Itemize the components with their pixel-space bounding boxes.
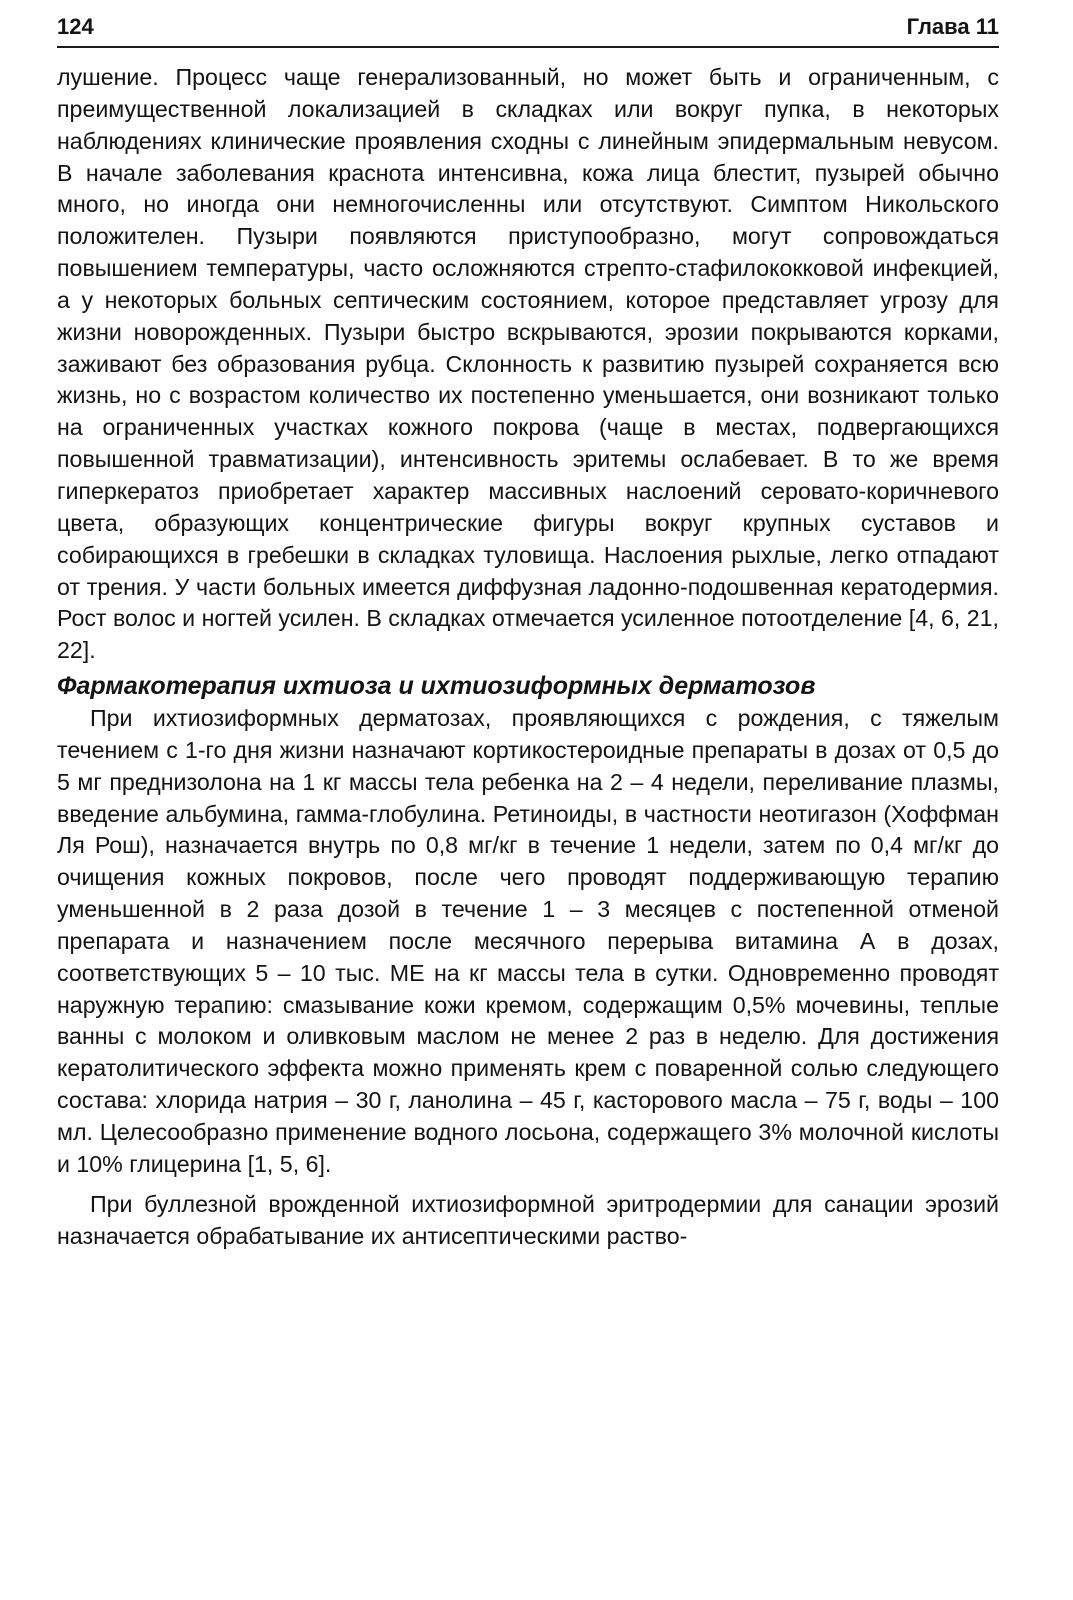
page-header: [57, 12, 999, 48]
paragraph: При буллезной врожденной ихтиозиформной эритродермии для санации эрозий назначается обрабатывание их антисептическими раство-: [57, 1190, 999, 1249]
paragraph: лушение. Процесс чаще генерализованный, но может быть и ограниченным, с преимущественной локализацией в складках или вокруг пупка, в некоторых наблюдениях клинические проявления сходны с линейным эпидермальным невусом. В начале заболевания краснота интенсивна, кожа лица блестит, пузырей обычно много, но иногда они немногочисленны или отсутствуют. Симптом Никольского положителен. Пузыри появляются приступообразно, могут сопровождаться повышением температуры, часто осложняются стрепто-стафилококковой инфекцией, а у некоторых больных септическим состоянием, которое представляет угрозу для жизни новорожденных. Пузыри быстро вскрываются, эрозии покрываются корками, заживают без образования рубца. Склонность к развитию пузырей сохраняется всю жизнь, но с возрастом количество их постепенно уменьшается, они возникают только на ограниченных участках кожного покрова (чаще в местах, подвергающихся повышенной травматизации), интенсивность эритемы ослабевает. В то же время гиперкератоз приобретает характер массивных наслоений серовато-коричневого цвета, образующих концентрические фигуры вокруг крупных суставов и собирающихся в гребешки в складках туловища. Наслоения рыхлые, легко отпадают от трения. У части больных имеется диффузная ладонно-подошвенная кератодермия. Рост волос и ногтей усилен. В складках отмечается усиленное потоотделение [4, 6, 21, 22].: [57, 64, 999, 664]
page-body: [57, 62, 999, 1252]
paragraph: При ихтиозиформных дерматозах, проявляющихся с рождения, с тяжелым течением с 1-го дня жизни назначают кортикостероидные препараты в дозах от 0,5 до 5 мг преднизолона на 1 кг массы тела ребенка на 2 – 4 недели, переливание плазмы, введение альбумина, гамма-глобулина. Ретиноиды, в частности неотигазон (Хоффман Ля Рош), назначается внутрь по 0,8 мг/кг в течение 1 недели, затем по 0,4 мг/кг до очищения кожных покровов, после чего проводят поддерживающую терапию уменьшенной в 2 раза дозой в течение 1 – 3 месяцев с постепенной отменой препарата и назначением после месячного перерыва витамина А в дозах, соответствующих 5 – 10 тыс. МЕ на кг массы тела в сутки. Одновременно проводят наружную терапию: смазывание кожи кремом, содержащим 0,5% мочевины, теплые ванны с молоком и оливковым маслом не менее 2 раз в неделю. Для достижения кератолитического эффекта можно применять крем с поваренной солью следующего состава: хлорида натрия – 30 г, ланолина – 45 г, касторового масла – 75 г, воды – 100 мл. Целесообразно применение водного лосьона, содержащего 3% молочной кислоты и 10% глицерина [1, 5, 6].: [57, 705, 999, 1177]
section-heading: Фармакотерапия ихтиоза и ихтиозиформных дерматозов: [57, 672, 816, 701]
chapter-label: Глава 11: [906, 14, 999, 39]
page-number: 124: [57, 14, 94, 39]
